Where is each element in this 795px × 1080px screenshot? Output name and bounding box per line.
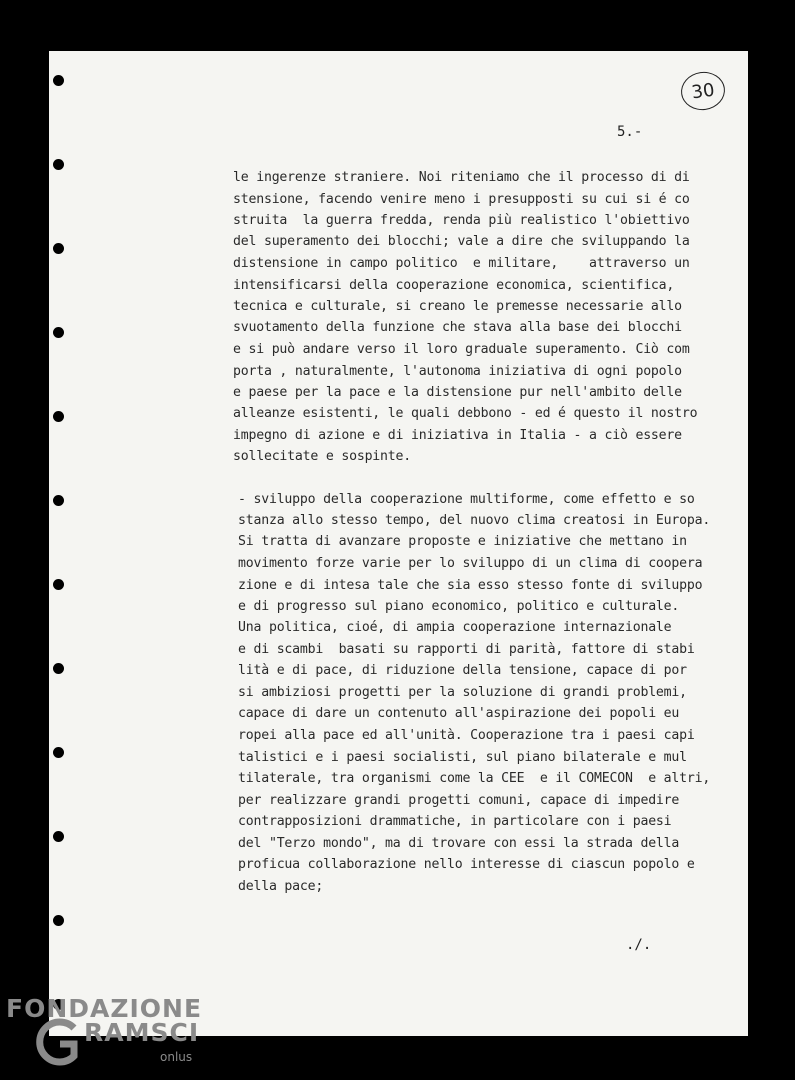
text-line: e si può andare verso il loro graduale superamento. Ciò com xyxy=(233,342,690,357)
punch-hole xyxy=(53,411,64,422)
text-line: tilaterale, tra organismi come la CEE e il COMECON e altri, xyxy=(238,771,711,786)
continuation-mark: ./. xyxy=(626,937,652,953)
text-line: Si tratta di avanzare proposte e iniziative che mettano in xyxy=(238,534,687,549)
text-line: ropei alla pace ed all'unità. Cooperazione tra i paesi capi xyxy=(238,728,695,743)
text-line: Una politica, cioé, di ampia cooperazione internazionale xyxy=(238,620,672,635)
punch-hole xyxy=(53,831,64,842)
punch-hole xyxy=(53,663,64,674)
text-line: contrapposizioni drammatiche, in particolare con i paesi xyxy=(238,814,672,829)
text-line: sollecitate e sospinte. xyxy=(233,449,412,464)
page-stamp: 30 xyxy=(679,69,728,113)
text-line: impegno di azione e di iniziativa in Italia - a ciò essere xyxy=(233,428,682,443)
text-line: del "Terzo mondo", ma di trovare con essi la strada della xyxy=(238,836,680,851)
page-number: 5.- xyxy=(617,124,643,140)
text-line: si ambiziosi progetti per la soluzione di grandi problemi, xyxy=(238,685,687,700)
foundation-logo-icon xyxy=(34,1018,80,1066)
watermark-sub: onlus xyxy=(160,1050,193,1064)
text-line: svuotamento della funzione che stava alla base dei blocchi xyxy=(233,320,682,335)
punch-hole xyxy=(53,495,64,506)
text-line: del superamento dei blocchi; vale a dire che sviluppando la xyxy=(233,234,690,249)
text-line: struita la guerra fredda, renda più realistico l'obiettivo xyxy=(233,213,690,228)
text-line: alleanze esistenti, le quali debbono - ed é questo il nostro xyxy=(233,406,698,421)
text-line: talistici e i paesi socialisti, sul piano bilaterale e mul xyxy=(238,750,687,765)
text-line: stensione, facendo venire meno i presupposti su cui si é co xyxy=(233,192,690,207)
text-line: movimento forze varie per lo sviluppo di un clima di coopera xyxy=(238,556,703,571)
punch-hole xyxy=(53,579,64,590)
text-line: distensione in campo politico e militare, attraverso un xyxy=(233,256,690,271)
text-line: della pace; xyxy=(238,879,324,894)
text-line: e paese per la pace e la distensione pur nell'ambito delle xyxy=(233,385,682,400)
text-line: porta , naturalmente, l'autonoma iniziativa di ogni popolo xyxy=(233,364,682,379)
text-line: - sviluppo della cooperazione multiforme, come effetto e so xyxy=(238,492,695,507)
text-line: zione e di intesa tale che sia esso stesso fonte di sviluppo xyxy=(238,578,703,593)
text-line: per realizzare grandi progetti comuni, capace di impedire xyxy=(238,793,680,808)
text-line: stanza allo stesso tempo, del nuovo clima creatosi in Europa. xyxy=(238,513,711,528)
punch-hole xyxy=(53,243,64,254)
text-line: le ingerenze straniere. Noi riteniamo che il processo di di xyxy=(233,170,690,185)
punch-hole xyxy=(53,327,64,338)
watermark-line-2: RAMSCI xyxy=(84,1018,200,1047)
punch-hole xyxy=(53,75,64,86)
text-line: lità e di pace, di riduzione della tensione, capace di por xyxy=(238,663,687,678)
text-line: capace di dare un contenuto all'aspirazione dei popoli eu xyxy=(238,706,680,721)
watermark-line-1: FONDAZIONE xyxy=(6,994,203,1023)
text-line: tecnica e culturale, si creano le premesse necessarie allo xyxy=(233,299,682,314)
punch-hole xyxy=(53,159,64,170)
text-line: e di scambi basati su rapporti di parità, fattore di stabi xyxy=(238,642,695,657)
punch-hole xyxy=(53,915,64,926)
text-line: e di progresso sul piano economico, politico e culturale. xyxy=(238,599,680,614)
punch-hole xyxy=(53,747,64,758)
text-line: proficua collaborazione nello interesse di ciascun popolo e xyxy=(238,857,695,872)
text-line: intensificarsi della cooperazione economica, scientifica, xyxy=(233,278,675,293)
